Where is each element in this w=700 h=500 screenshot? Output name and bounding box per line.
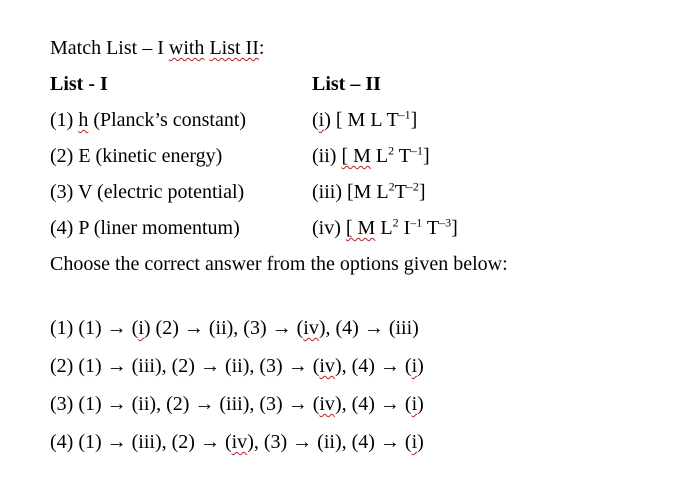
list1-item: (1) h (Planck’s constant) — [50, 109, 247, 131]
spellcheck-mark: i — [318, 109, 325, 131]
spellcheck-mark: iv — [319, 355, 335, 377]
instruction-text: Choose the correct answer from the options given below: — [50, 253, 508, 275]
question-heading: Match List – I with List II: — [50, 37, 265, 59]
spellcheck-mark: i — [138, 317, 144, 339]
spellcheck-mark: i — [411, 355, 418, 377]
answer-option-3: (3) (1) → (ii), (2) → (iii), (3) → (iv), (4) → (i) — [50, 393, 424, 415]
list2-item: (iv) [ M $L^2$ $I^{-1}$ $T^{-3}$] — [312, 215, 458, 239]
list1-item: (2) E (kinetic energy) — [50, 145, 223, 167]
spellcheck-mark: [ M — [341, 145, 371, 167]
spellcheck-mark: i — [411, 393, 418, 415]
list2-header: List – II — [312, 73, 381, 95]
list2-item: (ii) [ M $L^2$ $T^{-1}$] — [312, 143, 430, 167]
spellcheck-mark: i — [411, 431, 418, 453]
list2-item: (i) [ M L $T^{-1}$] — [312, 107, 418, 131]
spellcheck-mark: h — [78, 109, 89, 131]
spellcheck-mark: iv — [319, 393, 335, 415]
list1-item: (3) V (electric potential) — [50, 181, 245, 203]
answer-option-1: (1) (1) → (i) (2) → (ii), (3) → (iv), (4) → (iii) — [50, 317, 419, 339]
list2-item: (iii) [M $L^2T^{-2}$] — [312, 179, 426, 203]
spellcheck-mark: with — [168, 37, 205, 59]
spellcheck-mark: iv — [303, 317, 319, 339]
answer-option-4: (4) (1) → (iii), (2) → (iv), (3) → (ii), (4) → (i) — [50, 431, 424, 453]
list1-item: (4) P (liner momentum) — [50, 217, 240, 239]
spellcheck-mark: [ M — [345, 217, 376, 239]
answer-option-2: (2) (1) → (iii), (2) → (ii), (3) → (iv), (4) → (i) — [50, 355, 424, 377]
list1-header: List - I — [50, 73, 108, 95]
spellcheck-mark: List II — [209, 37, 259, 59]
spellcheck-mark: iv — [231, 431, 248, 453]
